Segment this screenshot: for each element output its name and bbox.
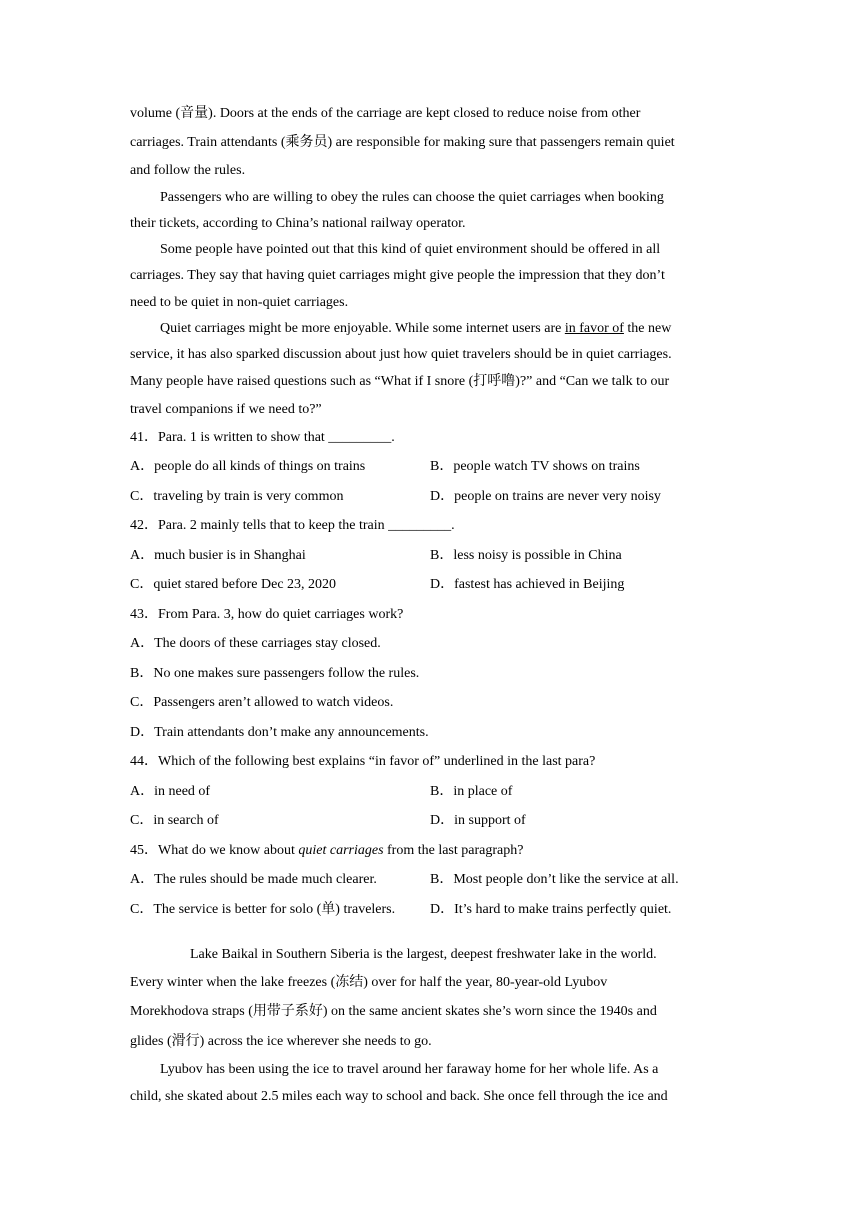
passage2-line: glides (滑行) across the ice wherever she needs to go. — [130, 1034, 432, 1049]
question-44-stem: 44．Which of the following best explains “in favor of” underlined in the last para? — [130, 754, 596, 769]
question-41-option-a[interactable]: A．people do all kinds of things on trains — [130, 459, 366, 474]
question-41-stem: 41．Para. 1 is written to show that _________. — [130, 430, 395, 445]
passage2-line: Lake Baikal in Southern Siberia is the largest, deepest freshwater lake in the world. — [190, 947, 657, 962]
passage2-line: Morekhodova straps (用带子系好) on the same ancient skates she’s worn since the 1940s and — [130, 1004, 657, 1019]
question-43-option-c[interactable]: C．Passengers aren’t allowed to watch videos. — [130, 695, 394, 710]
passage1-line: Many people have raised questions such as “What if I snore (打呼噜)?” and “Can we talk to our — [130, 374, 670, 389]
question-43-option-a[interactable]: A．The doors of these carriages stay closed. — [130, 636, 381, 651]
question-43-option-b[interactable]: B．No one makes sure passengers follow the rules. — [130, 666, 420, 681]
passage2-line: Every winter when the lake freezes (冻结) over for half the year, 80-year-old Lyubov — [130, 975, 608, 990]
question-41-option-c[interactable]: C．traveling by train is very common — [130, 489, 344, 504]
question-44-option-b[interactable]: B．in place of — [430, 784, 513, 799]
passage2-line: child, she skated about 2.5 miles each way to school and back. She once fell through the ice and — [130, 1089, 668, 1104]
question-42-option-a[interactable]: A．much busier is in Shanghai — [130, 548, 306, 563]
question-42-option-c[interactable]: C．quiet stared before Dec 23, 2020 — [130, 577, 337, 592]
passage1-favor-line — [160, 320, 671, 338]
passage1-line: and follow the rules. — [130, 163, 246, 178]
question-45-stem — [130, 842, 523, 860]
question-43-option-d[interactable]: D．Train attendants don’t make any announcements. — [130, 725, 429, 740]
passage2-line: Lyubov has been using the ice to travel around her faraway home for her whole life. As a — [160, 1062, 659, 1077]
passage1-line: Some people have pointed out that this kind of quiet environment should be offered in all — [160, 242, 661, 257]
question-41-option-d[interactable]: D．people on trains are never very noisy — [430, 489, 661, 504]
question-45-stem-text: 45．What do we know about — [130, 843, 295, 858]
question-43-stem: 43．From Para. 3, how do quiet carriages work? — [130, 607, 404, 622]
question-42-option-b[interactable]: B．less noisy is possible in China — [430, 548, 622, 563]
question-45-stem-text: from the last paragraph? — [387, 843, 524, 858]
question-42-stem: 42．Para. 2 mainly tells that to keep the train _________. — [130, 518, 455, 533]
passage1-line: carriages. Train attendants (乘务员) are responsible for making sure that passengers remain quiet — [130, 135, 675, 150]
passage1-line: Passengers who are willing to obey the rules can choose the quiet carriages when booking — [160, 190, 664, 205]
passage1-line: service, it has also sparked discussion about just how quiet travelers should be in quiet carriages. — [130, 347, 672, 362]
question-44-option-a[interactable]: A．in need of — [130, 784, 211, 799]
passage1-line: volume (音量). Doors at the ends of the carriage are kept closed to reduce noise from other — [130, 106, 641, 121]
passage1-line: need to be quiet in non-quiet carriages. — [130, 295, 349, 310]
passage1-line: their tickets, according to China’s national railway operator. — [130, 216, 466, 231]
question-44-option-c[interactable]: C．in search of — [130, 813, 219, 828]
question-44-option-d[interactable]: D．in support of — [430, 813, 526, 828]
passage1-line: carriages. They say that having quiet carriages might give people the impression that they don’t — [130, 268, 665, 283]
question-45-stem-emphasis: quiet carriages — [298, 843, 384, 858]
question-45-option-d[interactable]: D．It’s hard to make trains perfectly quiet. — [430, 902, 672, 917]
question-45-option-a[interactable]: A．The rules should be made much clearer. — [130, 872, 377, 887]
passage1-text: the new — [627, 321, 672, 336]
question-42-option-d[interactable]: D．fastest has achieved in Beijing — [430, 577, 625, 592]
question-45-option-b[interactable]: B．Most people don’t like the service at all. — [430, 872, 679, 887]
question-41-option-b[interactable]: B．people watch TV shows on trains — [430, 459, 640, 474]
underlined-phrase: in favor of — [564, 321, 624, 336]
passage1-text: Quiet carriages might be more enjoyable. While some internet users are — [160, 321, 562, 336]
passage1-line: travel companions if we need to?” — [130, 402, 322, 417]
question-45-option-c[interactable]: C．The service is better for solo (单) travelers. — [130, 902, 396, 917]
